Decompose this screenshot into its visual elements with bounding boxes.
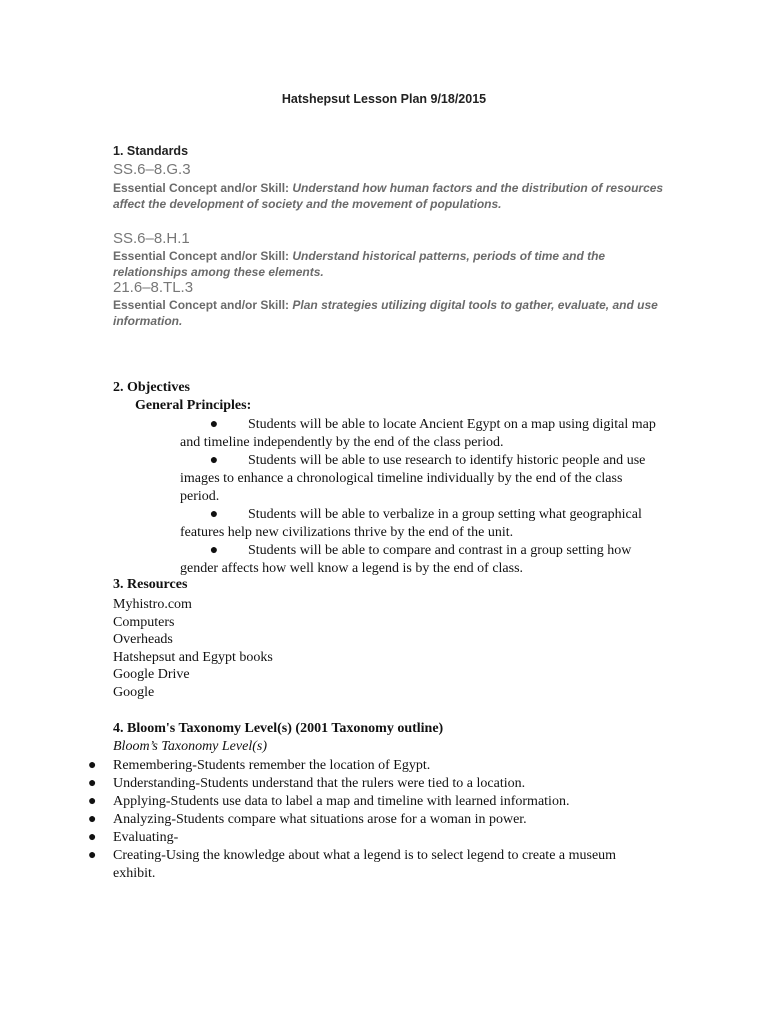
list-item: Google Drive [113,667,190,683]
bullet-icon: ● [88,812,97,827]
resources-list [113,596,273,702]
objectives-heading: 2. Objectives [113,380,190,395]
bullet-icon: ● [88,758,97,773]
bloom-item-text: Creating-Using the knowledge about what a legend is to select legend to create a museum exhibit. [113,848,617,881]
concept-label: Essential Concept and/or Skill: [113,249,290,263]
bloom-item-text: Understanding-Students understand that the rulers were tied to a location. [113,776,526,791]
objective-text-continued: use images to enhance a chronological timeline individually by the end of the class period. [180,453,646,504]
objective-text: Students will be able to use research to identify historic people and [248,453,624,468]
document-title: Hatshepsut Lesson Plan 9/18/2015 [281,92,487,106]
resources-heading: 3. Resources [113,577,188,592]
concept-label: Essential Concept and/or Skill: [113,181,290,195]
bloom-item-text: Applying-Students use data to label a map and timeline with learned information. [113,794,570,809]
standard-code: SS.6–8.G.3 [113,161,191,178]
list-item: Myhistro.com [113,597,192,612]
list-item [86,847,656,883]
standard-code: 21.6–8.TL.3 [113,279,194,296]
objectives-subheading: General Principles: [135,398,252,413]
bullet-icon: ● [88,848,97,863]
list-item [86,811,656,829]
objective-item [180,416,660,452]
objective-text-continued: geographical features help new civilizations thrive by the end of the unit. [180,507,642,540]
list-item [86,775,656,793]
bullet-icon: ● [88,776,97,791]
bullet-icon: ● [209,507,219,522]
bloom-item-text: Remembering-Students remember the location of Egypt. [113,758,431,773]
concept-text: Understand historical patterns, periods of time and the relationships among these elements. [113,249,606,279]
bullet-icon: ● [209,543,219,558]
standards-heading: 1. Standards [113,144,189,158]
list-item: Computers [113,614,175,630]
standard-concept [113,180,673,212]
standard-concept [113,248,673,280]
objective-text-continued: how gender affects how well know a legend is by the end of class. [180,543,632,576]
objective-text-continued: digital map and timeline independently by the end of the class period. [180,417,656,450]
bullet-icon: ● [209,417,219,432]
list-item [86,829,656,847]
bloom-item-text: Evaluating- [113,830,179,845]
list-item: Overheads [113,632,173,648]
objective-text: Students will be able to compare and contrast in a group setting [248,543,604,558]
bullet-icon: ● [88,794,97,809]
concept-text: Plan strategies utilizing digital tools to gather, evaluate, and use information. [113,298,658,328]
concept-label: Essential Concept and/or Skill: [113,298,290,312]
bloom-list [86,757,656,883]
objective-text: Students will be able to verbalize in a group setting what [248,507,567,522]
concept-text: Understand how human factors and the distribution of resources affect the development of society and the movement of populations. [113,181,664,211]
objective-item [180,542,660,578]
standard-concept [113,297,673,329]
standard-code: SS.6–8.H.1 [113,230,190,247]
bullet-icon: ● [88,830,97,845]
bloom-heading: 4. Bloom's Taxonomy Level(s) (2001 Taxonomy outline) [113,721,444,736]
objective-item [180,506,660,542]
list-item [86,757,656,775]
list-item [86,793,656,811]
bloom-subheading: Bloom’s Taxonomy Level(s) [113,739,267,754]
bloom-item-text: Analyzing-Students compare what situations arose for a woman in power. [113,812,527,827]
list-item: Hatshepsut and Egypt books [113,649,273,665]
objective-text: Students will be able to locate Ancient Egypt on a map using [248,417,589,432]
bullet-icon: ● [209,453,219,468]
objective-item [180,452,660,506]
list-item: Google [113,684,155,700]
